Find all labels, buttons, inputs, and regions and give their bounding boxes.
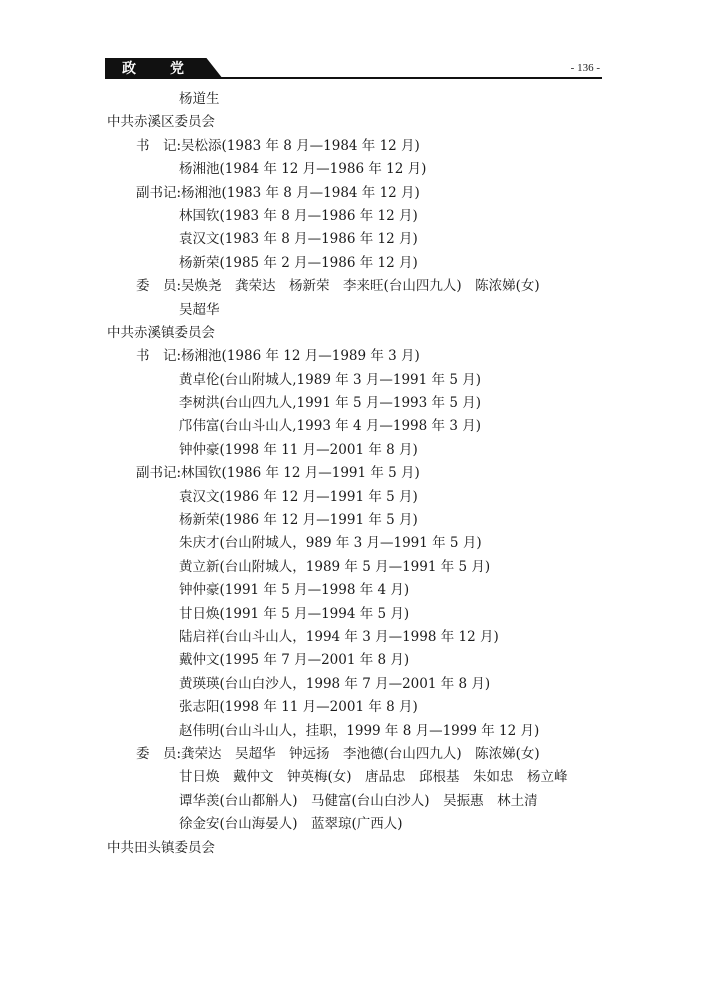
text-line: 黄卓伦(台山附城人,1989 年 3 月—1991 年 5 月) <box>179 371 481 388</box>
page-body <box>107 88 607 860</box>
header-rule <box>105 77 602 79</box>
text-line: 张志阳(1998 年 11 月—2001 年 8 月) <box>179 699 418 716</box>
committee-heading: 中共田头镇委员会 <box>107 839 215 856</box>
text-line: 杨湘池(1984 年 12 月—1986 年 12 月) <box>179 161 427 178</box>
text-line: 李树洪(台山四九人,1991 年 5 月—1993 年 5 月) <box>179 395 481 412</box>
text-line: 甘日焕(1991 年 5 月—1994 年 5 月) <box>179 605 410 622</box>
section-title: 政 党 <box>122 61 194 77</box>
text-line: 赵伟明(台山斗山人，挂职，1999 年 8 月—1999 年 12 月) <box>179 722 540 739</box>
text-line: 杨新荣(1985 年 2 月—1986 年 12 月) <box>179 254 418 271</box>
text-line: 副书记:林国钦(1986 年 12 月—1991 年 5 月) <box>136 465 420 482</box>
text-line: 陆启祥(台山斗山人，1994 年 3 月—1998 年 12 月) <box>179 628 499 645</box>
page-number: - 136 - <box>570 62 600 74</box>
text-line: 委 员:龚荣达 吴超华 钟远扬 李池德(台山四九人) 陈浓娣(女) <box>136 745 540 762</box>
committee-heading: 中共赤溪镇委员会 <box>107 324 215 341</box>
text-line: 钟仲豪(1998 年 11 月—2001 年 8 月) <box>179 441 418 458</box>
committee-heading: 中共赤溪区委员会 <box>107 114 215 131</box>
text-line: 委 员:吴焕尧 龚荣达 杨新荣 李来旺(台山四九人) 陈浓娣(女) <box>136 278 540 295</box>
text-line: 林国钦(1983 年 8 月—1986 年 12 月) <box>179 207 418 224</box>
text-line: 袁汉文(1983 年 8 月—1986 年 12 月) <box>179 231 418 248</box>
text-line: 钟仲豪(1991 年 5 月—1998 年 4 月) <box>179 582 410 599</box>
text-line: 吴超华 <box>179 301 220 318</box>
text-line: 杨新荣(1986 年 12 月—1991 年 5 月) <box>179 512 418 529</box>
text-line: 副书记:杨湘池(1983 年 8 月—1984 年 12 月) <box>136 184 420 201</box>
text-line: 书 记:杨湘池(1986 年 12 月—1989 年 3 月) <box>136 348 420 365</box>
text-line: 朱庆才(台山附城人，989 年 3 月—1991 年 5 月) <box>179 535 482 552</box>
text-line: 甘日焕 戴仲文 钟英梅(女) 唐品忠 邱根基 朱如忠 杨立峰 <box>179 769 568 786</box>
text-line: 黄立新(台山附城人，1989 年 5 月—1991 年 5 月) <box>179 558 491 575</box>
text-line: 杨道生 <box>179 91 220 107</box>
text-line: 戴仲文(1995 年 7 月—2001 年 8 月) <box>179 652 410 669</box>
text-line: 邝伟富(台山斗山人,1993 年 4 月—1998 年 3 月) <box>179 418 481 435</box>
text-line: 书 记:吴松添(1983 年 8 月—1984 年 12 月) <box>136 137 420 154</box>
text-line: 谭华羡(台山都斛人) 马健富(台山白沙人) 吴振惠 林土清 <box>179 792 538 809</box>
text-line: 袁汉文(1986 年 12 月—1991 年 5 月) <box>179 488 418 505</box>
text-line: 徐金安(台山海晏人) 蓝翠琼(广西人) <box>179 816 403 833</box>
text-line: 黄瑛瑛(台山白沙人，1998 年 7 月—2001 年 8 月) <box>179 675 491 692</box>
